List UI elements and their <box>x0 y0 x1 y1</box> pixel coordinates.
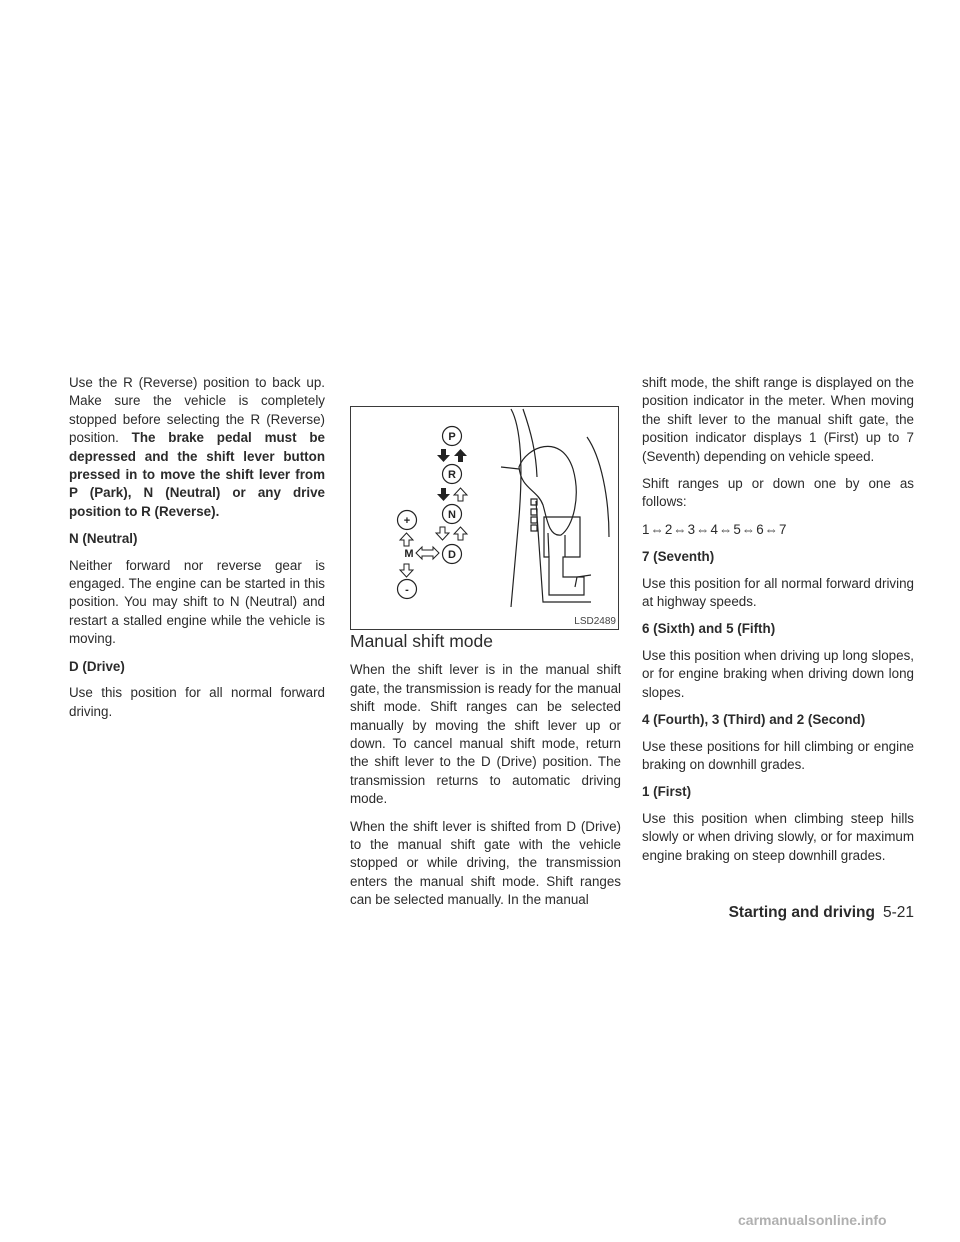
manual-mode-paragraph: When the shift lever is in the manual shift gate, the transmission is ready for the manual shift mode. Shift ranges can be selected manually by moving the shift lever up or down. To cancel manual shift mode, return the shift lever to the D (Drive) position. The transmission returns to automatic driving mode. <box>350 662 621 807</box>
section-title: Manual shift mode <box>350 631 493 651</box>
shift-diagram <box>351 407 620 631</box>
arrow-up-outline-icon <box>454 527 467 540</box>
sixth-fifth-heading: 6 (Sixth) and 5 (Fifth) <box>642 621 776 637</box>
manual-label: M <box>404 548 414 560</box>
left-column <box>69 374 325 730</box>
footer-section: Starting and driving <box>728 904 875 921</box>
drive-paragraph: Use this position for all normal forward driving. <box>69 685 325 719</box>
neutral-label: N <box>448 509 456 521</box>
sixth-fifth-paragraph: Use this position when driving up long slopes, or for engine braking when driving down long slopes. <box>642 647 914 700</box>
park-label: P <box>448 431 456 443</box>
figure-id: LSD2489 <box>574 616 616 627</box>
arrow-down-outline-icon <box>400 564 413 577</box>
arrow-down-solid-icon <box>437 449 450 462</box>
minus-label: - <box>405 584 409 596</box>
neutral-paragraph: Neither forward nor reverse gear is engaged. The engine can be started in this position. You may shift to N (Neutral) and restart a stalled engine while the vehicle is moving. <box>69 557 325 647</box>
drive-label: D <box>448 549 456 561</box>
shift-lever-figure <box>350 406 619 630</box>
ranges-paragraph: Shift ranges up or down one by one as follows: <box>642 476 914 510</box>
reverse-label: R <box>448 469 456 481</box>
arrow-left-right-icon <box>416 547 439 559</box>
manual-gate-paragraph: When the shift lever is shifted from D (Drive) to the manual shift gate with the vehicle stopped or while driving, the transmission enters the manual shift mode. Shift ranges can be selected manually. In the manual <box>350 818 621 908</box>
arrow-down-outline-icon <box>436 527 449 540</box>
plus-label: + <box>403 515 411 527</box>
arrow-up-outline-icon <box>454 488 467 501</box>
page-footer <box>729 904 914 922</box>
middle-column <box>350 632 621 919</box>
gear-sequence: 1⇔2⇔3⇔4⇔5⇔6⇔7 <box>642 521 788 537</box>
first-heading: 1 (First) <box>642 784 692 800</box>
seventh-heading: 7 (Seventh) <box>642 549 715 565</box>
shift-knob <box>519 446 576 535</box>
page-number: 5-21 <box>882 904 914 921</box>
drive-heading: D (Drive) <box>69 658 125 674</box>
fourth-second-heading: 4 (Fourth), 3 (Third) and 2 (Second) <box>642 712 866 728</box>
arrow-up-outline-icon <box>400 533 413 546</box>
arrow-down-solid-icon <box>437 488 450 501</box>
reverse-paragraph: Use the R (Reverse) position to back up. Make sure the vehicle is completely stopped before selecting the R (Reverse) position. The brake pedal must be depressed and the shift lever button pressed in to move the shift lever from P (Park), N (Neutral) or any drive position to R (Reverse). <box>69 375 325 519</box>
seventh-paragraph: Use this position for all normal forward driving at highway speeds. <box>642 575 914 610</box>
fourth-second-paragraph: Use these positions for hill climbing or engine braking on downhill grades. <box>642 738 914 772</box>
watermark[interactable]: carmanualsonline.info <box>738 1212 887 1228</box>
first-paragraph: Use this position when climbing steep hills slowly or when driving slowly, or for maximum engine braking on steep downhill grades. <box>642 810 914 863</box>
reverse-warning: The brake pedal must be depressed and the shift lever button pressed in to move the shift lever from P (Park), N (Neutral) or any drive position to R (Reverse). <box>69 430 325 519</box>
neutral-heading: N (Neutral) <box>69 531 138 547</box>
indicator-paragraph: shift mode, the shift range is displayed on the position indicator in the meter. When moving the shift lever to the manual shift gate, the position indicator displays 1 (First) up to 7 (Seventh) depending on vehicle speed. <box>642 375 914 464</box>
right-column <box>642 374 914 874</box>
arrow-up-solid-icon <box>454 449 467 462</box>
